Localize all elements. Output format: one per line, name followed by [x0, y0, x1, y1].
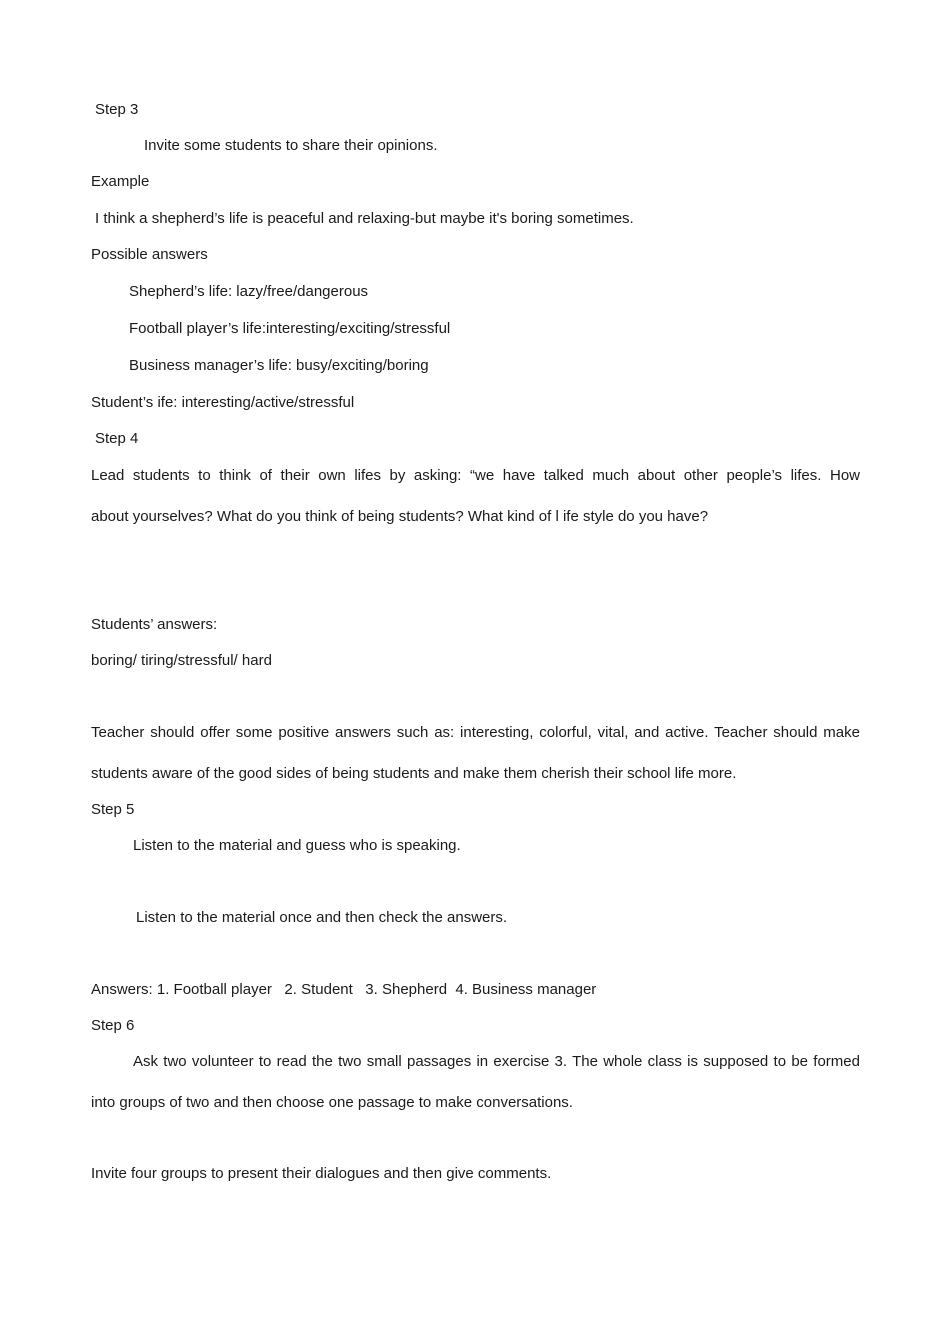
step4-heading: Step 4 — [95, 430, 139, 447]
step6-paragraph-line2: into groups of two and then choose one passage to make conversations. — [91, 1094, 573, 1111]
students-answers: boring/ tiring/stressful/ hard — [91, 652, 272, 669]
answer-shepherd: Shepherd’s life: lazy/free/dangerous — [129, 283, 369, 300]
answer-business-manager: Business manager’s life: busy/exciting/boring — [129, 357, 429, 374]
step6-paragraph-line1: Ask two volunteer to read the two small passages in exercise 3. The whole class is supposed to be formed — [133, 1053, 860, 1070]
answer-student: Student’s ife: interesting/active/stressful — [91, 394, 355, 411]
step5-instruction2: Listen to the material once and then check the answers. — [136, 909, 508, 926]
teacher-note-line2: students aware of the good sides of being students and make them cherish their school life more. — [91, 765, 737, 782]
step4-paragraph-line1: Lead students to think of their own lifes by asking: “we have talked much about other people’s lifes. How — [91, 467, 860, 484]
students-answers-label: Students’ answers: — [91, 616, 218, 633]
answer-football-player: Football player’s life:interesting/exciting/stressful — [129, 320, 451, 337]
step5-heading: Step 5 — [91, 801, 135, 818]
step3-instruction: Invite some students to share their opinions. — [144, 137, 438, 154]
teacher-note-line1: Teacher should offer some positive answers such as: interesting, colorful, vital, and active. Teacher should make — [91, 724, 860, 741]
example-label: Example — [91, 173, 150, 190]
step5-answers: Answers: 1. Football player 2. Student 3. Shepherd 4. Business manager — [91, 981, 597, 998]
step4-paragraph-line2: about yourselves? What do you think of being students? What kind of l ife style do you have? — [91, 508, 709, 525]
step3-heading: Step 3 — [95, 101, 139, 118]
step5-instruction1: Listen to the material and guess who is speaking. — [133, 837, 461, 854]
example-sentence: I think a shepherd’s life is peaceful and relaxing-but maybe it's boring sometimes. — [95, 210, 634, 227]
possible-answers-label: Possible answers — [91, 246, 208, 263]
step6-closing: Invite four groups to present their dialogues and then give comments. — [91, 1165, 552, 1182]
step6-heading: Step 6 — [91, 1017, 135, 1034]
